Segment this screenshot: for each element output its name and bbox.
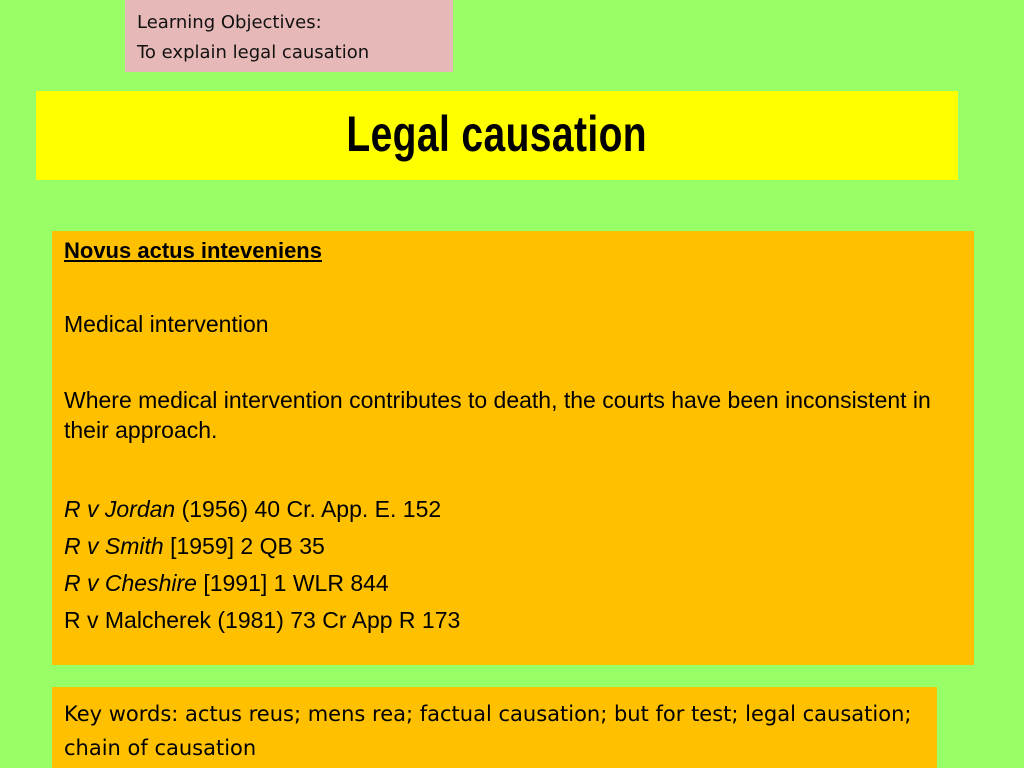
content-box [52, 231, 974, 665]
objectives-text: To explain legal causation [137, 42, 370, 63]
case-reference: R v Malcherek (1981) 73 Cr App R 173 [64, 607, 461, 633]
case-reference: (1956) 40 Cr. App. E. 152 [175, 496, 442, 522]
case-reference: [1991] 1 WLR 844 [196, 570, 389, 596]
content-paragraph: Where medical intervention contributes to death, the courts have been inconsistent in their approach. [64, 387, 931, 443]
slide-title: Legal causation [346, 105, 648, 162]
key-words-box [52, 687, 937, 768]
case-name: R v Smith [64, 533, 164, 559]
case-citation [64, 602, 962, 639]
case-citation [64, 491, 962, 528]
learning-objectives-box [125, 0, 453, 72]
title-bar [36, 91, 958, 180]
key-words-text: Key words: actus reus; mens rea; factual causation; but for test; legal causation; chain of causation [64, 702, 912, 760]
case-reference: [1959] 2 QB 35 [163, 533, 325, 559]
objectives-heading: Learning Objectives: [137, 12, 322, 33]
case-citation [64, 528, 962, 565]
case-name: R v Jordan [64, 496, 176, 522]
case-citation [64, 565, 962, 602]
case-name: R v Cheshire [64, 570, 197, 596]
content-subheading: Medical intervention [64, 311, 269, 337]
content-heading: Novus actus inteveniens [64, 238, 322, 263]
